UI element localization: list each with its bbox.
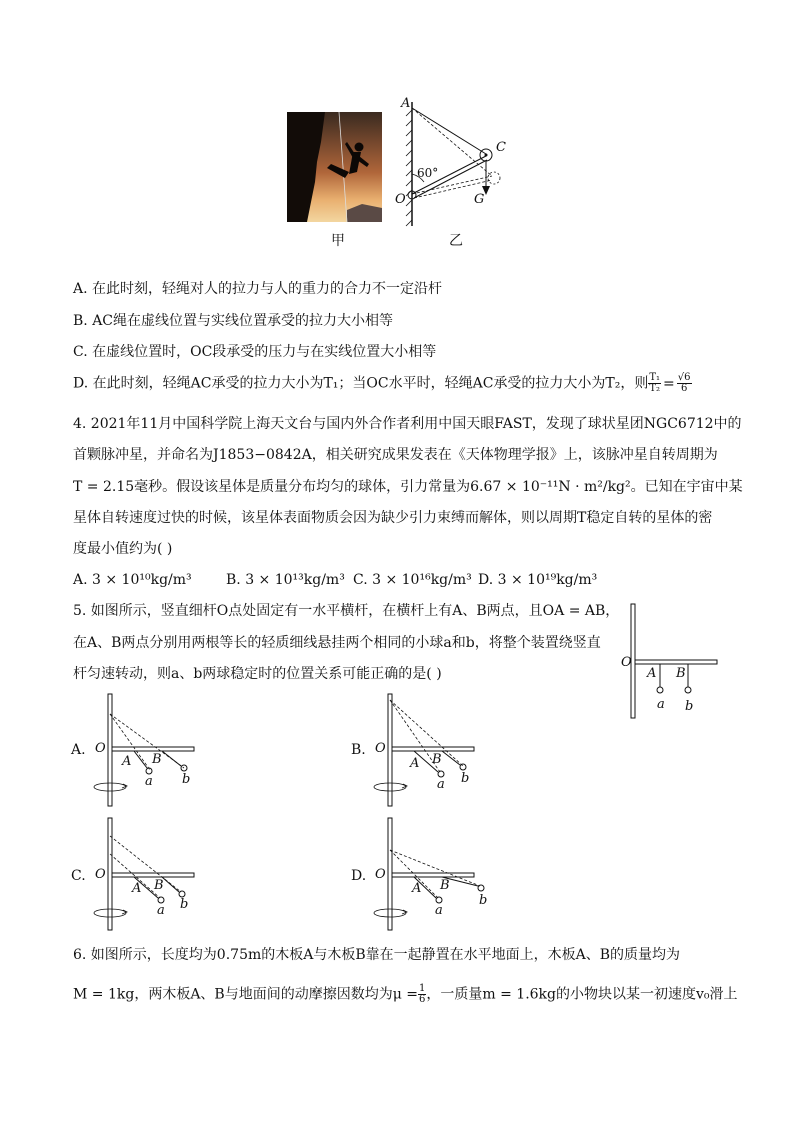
q5-option-b-label: B. (351, 742, 366, 758)
q6-line-2 (73, 984, 738, 1005)
q5-b-label-o: O (375, 741, 386, 756)
q5-c-label-b-lower: b (180, 897, 189, 912)
q5-option-c-figure (90, 814, 200, 936)
climber-photo-image (287, 112, 382, 222)
q5-option-b-figure (370, 690, 480, 810)
label-point-g: G (474, 192, 485, 207)
q6-line-2-part-b: ，一质量m = 1.6kg的小物块以某一初速度v₀滑上 (426, 986, 738, 1003)
q3-option-d-result: $\frac{√6}{6}$ (677, 372, 691, 394)
q5-main-label-b-lower: b (685, 699, 694, 714)
q5-d-label-a-upper: A (412, 881, 422, 896)
q4-option-c: C. 3 × 10¹⁶kg/m³ (353, 572, 472, 588)
q5-a-label-b-upper: B (152, 752, 162, 767)
q5-b-label-a-upper: A (410, 756, 420, 771)
q6-mu-fraction: $\frac{1}{6}$ (419, 983, 426, 1005)
q3-option-b: B. AC绳在虚线位置与实线位置承受的拉力大小相等 (73, 313, 394, 329)
q5-line-2: 在A、B两点分别用两根等长的轻质细线悬挂两个相同的小球a和b，将整个装置绕竖直 (73, 635, 601, 651)
q6-line-2-part-a: M = 1kg，两木板A、B与地面间的动摩擦因数均为μ = (73, 986, 418, 1003)
q5-d-label-b-lower: b (479, 893, 488, 908)
label-angle: 60° (417, 166, 439, 180)
q5-a-label-b-lower: b (182, 772, 191, 787)
q6-line-1: 6. 如图所示，长度均为0.75m的木板A与木板B靠在一起静置在水平地面上，木板A、B的质量均为 (73, 947, 681, 963)
q5-main-label-a-lower: a (657, 697, 665, 712)
q5-main-label-o: O (621, 655, 632, 670)
q5-c-label-a-lower: a (157, 903, 165, 918)
q5-main-label-a-upper: A (647, 666, 657, 681)
label-point-o: O (395, 192, 406, 207)
q5-option-a-svg (90, 690, 200, 810)
q3-option-d (73, 373, 692, 394)
figure-caption-left: 甲 (331, 233, 345, 249)
q4-option-d: D. 3 × 10¹⁹kg/m³ (478, 572, 598, 588)
q5-c-label-b-upper: B (154, 878, 164, 893)
q4-line-2: 首颗脉冲星，并命名为J1853−0842A，相关研究成果发表在《天体物理学报》上，该脉冲星自转周期为 (73, 447, 718, 463)
q5-main-label-b-upper: B (676, 666, 686, 681)
q5-option-d-label: D. (351, 868, 367, 884)
q5-option-c-svg (90, 814, 200, 936)
q3-option-c: C. 在虚线位置时，OC段承受的压力与在实线位置大小相等 (73, 344, 437, 360)
q3-option-d-fraction: $\frac{\text{T₁}}{\text{T₂}}$ (649, 372, 661, 394)
q4-option-b: B. 3 × 10¹³kg/m³ (226, 572, 345, 588)
q5-line-3: 杆匀速转动，则a、b两球稳定时的位置关系可能正确的是( ) (73, 666, 442, 682)
q4-line-3: T = 2.15毫秒。假设该星体是质量分布均匀的球体，引力常量为6.67 × 10⁻¹¹N · m²/kg²。已知在宇宙中某 (73, 479, 743, 495)
q5-option-d-svg (370, 814, 494, 936)
q5-option-b-svg (370, 690, 480, 810)
q3-option-a: A. 在此时刻，轻绳对人的拉力与人的重力的合力不一定沿杆 (73, 281, 443, 297)
q5-main-figure-svg (618, 600, 722, 722)
q3-option-d-text: D. 在此时刻，轻绳AC承受的拉力大小为T₁；当OC水平时，轻绳AC承受的拉力大小为T₂，则 (73, 375, 649, 392)
q5-a-label-a-lower: a (145, 774, 153, 789)
q4-line-5: 度最小值约为( ) (73, 541, 173, 557)
q5-b-label-b-upper: B (432, 752, 442, 767)
q5-a-label-o: O (95, 741, 106, 756)
q4-line-4: 星体自转速度过快的时候，该星体表面物质会因为缺少引力束缚而解体，则以周期T稳定自转的星体的密 (73, 510, 713, 526)
figure-caption-right: 乙 (449, 233, 463, 249)
figure-rod-diagram (392, 96, 508, 228)
q5-option-a-figure (90, 690, 200, 810)
rod-diagram-svg (392, 96, 508, 228)
q5-c-label-a-upper: A (132, 881, 142, 896)
q3-option-d-eq: = (663, 375, 675, 392)
q4-line-1: 4. 2021年11月中国科学院上海天文台与国内外合作者利用中国天眼FAST，发现了球状星团NGC6712中的 (73, 416, 742, 432)
q5-option-c-label: C. (71, 868, 86, 884)
q5-c-label-o: O (95, 867, 106, 882)
q5-b-label-b-lower: b (461, 771, 470, 786)
q5-option-d-figure (370, 814, 494, 936)
q5-option-a-label: A. (71, 742, 86, 758)
q5-line-1: 5. 如图所示，竖直细杆O点处固定有一水平横杆，在横杆上有A、B两点，且OA = AB， (73, 603, 620, 619)
label-point-c: C (496, 140, 506, 155)
q5-d-label-b-upper: B (440, 878, 450, 893)
q5-a-label-a-upper: A (122, 754, 132, 769)
q5-d-label-o: O (375, 867, 386, 882)
q5-main-figure (618, 600, 722, 722)
q5-b-label-a-lower: a (437, 777, 445, 792)
q4-option-a: A. 3 × 10¹⁰kg/m³ (73, 572, 192, 588)
label-point-a: A (401, 96, 411, 111)
figure-climber-photo (287, 112, 382, 222)
q5-d-label-a-lower: a (435, 903, 443, 918)
